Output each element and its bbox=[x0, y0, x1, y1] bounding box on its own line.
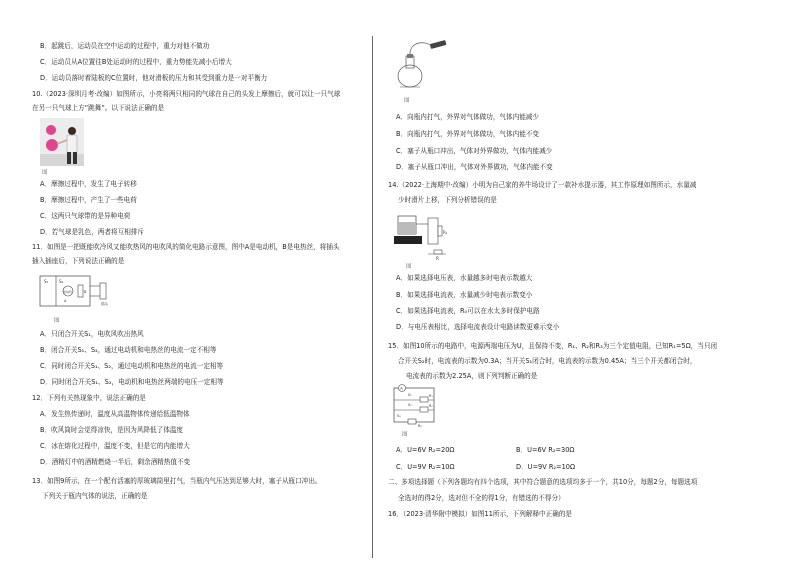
section2-heading-1: 二、多项选择题（下列各题均有四个选项，其中符合题意的选项均多于一个，共10分，每题2分，每题选项 bbox=[388, 478, 698, 486]
q12-option-d: D．酒精灯中的酒精燃烧一半后，剩余酒精热值不变 bbox=[40, 458, 191, 466]
q15-stem-3: 电流表的示数为2.25A，则下列判断正确的是 bbox=[406, 372, 538, 380]
q13-flask-diagram bbox=[394, 36, 452, 92]
q10-stem-1: 10.（2023·深圳月考·改编）如图所示，小亮将两只相同的气球在自己的头发上摩擦后，就可以让一只气球 bbox=[32, 90, 341, 98]
balloon-top-icon bbox=[46, 125, 56, 135]
q11-label-motor: 电动机 bbox=[63, 290, 73, 294]
q11-stem-1: 11．如图是一把既能吹冷风又能吹热风的电吹风的简化电路示意图，图中A是电动机，B是电热丝，将插头 bbox=[32, 243, 340, 251]
q15-label-a: A bbox=[400, 386, 403, 391]
q13-option-a: A．向瓶内打气，外界对气体做功，气体内能减少 bbox=[396, 113, 539, 121]
right-column bbox=[388, 0, 768, 562]
q10-option-b: B．摩擦过程中，产生了一些电荷 bbox=[40, 196, 137, 204]
q14-water-level-diagram bbox=[394, 212, 450, 264]
section2-heading-2: 全选对的得2分，选对但不全的得1分，有错选的不得分） bbox=[398, 494, 565, 502]
q11-option-c: C．同时闭合开关S₁、S₂，通过电动机和电热丝的电流一定相等 bbox=[40, 362, 224, 370]
q11-stem-2: 插入插座后，下列说法正确的是 bbox=[32, 257, 125, 265]
q11-circuit-diagram bbox=[38, 272, 110, 312]
q10-option-d: D．若气球是乳色，两者将互相排斥 bbox=[40, 228, 144, 236]
q15-option-b: B．U=6V R₂=30Ω bbox=[516, 446, 575, 454]
q15-label-r3: R₃ bbox=[418, 424, 422, 428]
q11-label-s2: S₂ bbox=[59, 279, 64, 284]
q14-fig-label: 图 bbox=[406, 264, 412, 270]
q9-option-b: B．起跳后，运动员在空中运动的过程中，重力对他不做功 bbox=[40, 42, 210, 50]
q15-label-s3: S₃ bbox=[397, 414, 401, 418]
q15-fig-label: 图 bbox=[402, 432, 408, 438]
q10-option-a: A．摩擦过程中，发生了电子转移 bbox=[40, 180, 137, 188]
q9-option-d: D．运动员落时着陆板的C位置时，他对滑板的压力和其受到重力是一对平衡力 bbox=[40, 74, 268, 82]
q11-option-a: A．只闭合开关S₁，电吹风吹出热风 bbox=[40, 330, 144, 338]
q13-stem-2: 下列关于瓶内气体的说法，正确的是 bbox=[42, 492, 148, 500]
q14-label-r: R bbox=[436, 256, 439, 261]
q15-option-d: D．U=9V R₂=10Ω bbox=[516, 463, 576, 471]
q14-stem-2: 少时滑片上移，下列分析错误的是 bbox=[398, 196, 497, 204]
q10-stem-2: 在另一只气球上方“跳舞”。以下说法正确的是 bbox=[32, 104, 165, 112]
q15-stem-1: 15．如图10所示的电路中，电源两端电压为U，且保持不变，R₁、R₂和R₃为三个定值电阻，已知R₁=5Ω，当只闭 bbox=[388, 342, 718, 350]
left-column bbox=[28, 0, 358, 562]
q14-stem-1: 14.（2022·上海期中·改编）小明为自己家的养牛场设计了一款补水提示器，其工作原理如图所示，水量减 bbox=[388, 181, 697, 189]
q14-label-r1: R₁ bbox=[443, 230, 448, 235]
q13-fig-label: 图 bbox=[404, 98, 410, 104]
q15-option-c: C．U=9V R₂=10Ω bbox=[396, 463, 455, 471]
q16-stem: 16．（2023·清华附中模拟）如图11所示，下列解释中正确的是 bbox=[388, 510, 573, 518]
q11-label-plug: 插头 bbox=[101, 302, 108, 306]
q12-stem: 12．下列有关热现象中，说法正确的是 bbox=[32, 394, 146, 402]
resistor-r1-icon bbox=[438, 226, 442, 236]
q14-option-c: C．如果选择电流表，R₀可以在水太多时保护电路 bbox=[396, 307, 540, 315]
q10-balloon-photo bbox=[40, 118, 84, 166]
q15-option-a: A．U=6V R₂=20Ω bbox=[396, 446, 455, 454]
q15-label-r1: R₁ bbox=[429, 394, 433, 398]
q11-label-a: A bbox=[64, 299, 67, 303]
q14-option-a: A．如果选择电压表，水量越多时电表示数越大 bbox=[396, 274, 533, 282]
q10-fig-label: 图 bbox=[42, 170, 48, 176]
heater-icon bbox=[78, 285, 83, 297]
q15-label-s2: S₂ bbox=[408, 403, 412, 407]
q10-option-c: C．这两只气球带的是异种电荷 bbox=[40, 212, 131, 220]
q11-option-b: B．闭合开关S₁、S₂，通过电动机和电热丝的电流一定不相等 bbox=[40, 346, 217, 354]
q11-label-b: B bbox=[84, 290, 87, 294]
q13-option-d: D．塞子从瓶口冲出，气体对外界做功，气体内能不变 bbox=[396, 163, 553, 171]
q14-option-d: D．与电压表相比，选择电流表设计电路读数更难示变小 bbox=[396, 323, 560, 331]
q12-option-a: A．发生热传递时，温度从高温物体传递给低温物体 bbox=[40, 410, 190, 418]
q12-option-b: B．吹风筒时会觉得凉快，是因为风降低了体温度 bbox=[40, 426, 183, 434]
q15-circuit-diagram bbox=[392, 384, 440, 428]
q9-option-c: C．运动员从A位置往B处运动时的过程中，重力势能先减小后增大 bbox=[40, 58, 232, 66]
tank-base-icon bbox=[394, 236, 422, 244]
q11-option-d: D．同时闭合开关S₁、S₂，电动机和电热丝两端的电压一定相等 bbox=[40, 378, 224, 386]
q11-fig-label: 图 bbox=[54, 318, 60, 324]
q12-option-c: C．冰在熔化过程中，温度不变，但是它的内能增大 bbox=[40, 442, 190, 450]
balloon-bottom-icon bbox=[46, 139, 58, 151]
q15-stem-2: 合开关S₂时，电流表的示数为0.3A；当开关S₁闭合时，电流表的示数为0.45A；当三个开关都闭合时， bbox=[398, 357, 697, 365]
pump-icon bbox=[430, 40, 447, 49]
q14-option-b: B．如果选择电流表，水量减少时电表示数变小 bbox=[396, 291, 533, 299]
q13-option-c: C．塞子从瓶口冲出，气体对外界做功，气体内能减少 bbox=[396, 147, 553, 155]
q13-stem-1: 13．如图9所示，在一个配有活塞的厚玻璃筒里打气，当瓶内气压达到足够大时，塞子从瓶口冲出。 bbox=[32, 477, 322, 485]
q15-label-r2: R₂ bbox=[429, 404, 433, 408]
q13-option-b: B．向瓶内打气，外界对气体做功，气体内能不变 bbox=[396, 130, 539, 138]
column-divider bbox=[372, 36, 373, 558]
q15-label-s1: S₁ bbox=[408, 393, 412, 397]
plug-icon bbox=[100, 283, 106, 299]
q11-label-s1: S₁ bbox=[44, 279, 49, 284]
